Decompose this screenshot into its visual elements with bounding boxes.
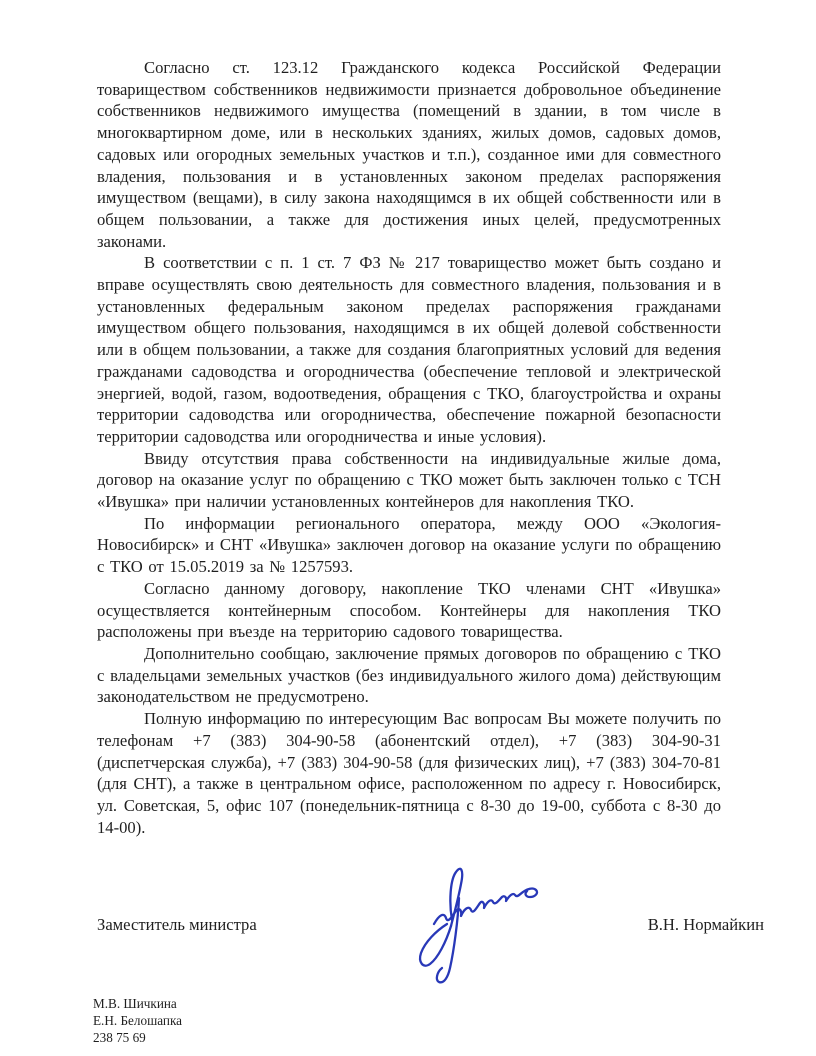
paragraph-fz217: В соответствии с п. 1 ст. 7 ФЗ № 217 товарищество может быть создано и вправе осуществлять свою деятельность для совместного владения, пользования и в установленных федеральным законом пределах распоряжения гражданами имуществом общего пользования, находящимся в их общей долевой собственности или в общем пользовании, а также для создания благоприятных условий для ведения гражданами садоводства и огородничества (обеспечение тепловой и электрической энергией, водой, газом, водоотведения, обращения с ТКО, благоустройства и охраны территории садоводства или огородничества, обеспечение пожарной безопасности территории садоводства или огородничества и иные условия). (97, 253, 721, 446)
executors-footer (93, 996, 182, 1046)
paragraph-operator-info: По информации регионального оператора, между ООО «Экология-Новосибирск» и СНТ «Ивушка» заключен договор на оказание услуги по обращению с ТКО от 15.05.2019 за № 1257593. (97, 513, 721, 577)
paragraph-tsn-contract: Ввиду отсутствия права собственности на индивидуальные жилые дома, договор на оказание услуг по обращению с ТКО может быть заключен только с ТСН «Ивушка» при наличии установленных контейнеров для накопления ТКО. (97, 448, 721, 512)
signatory-name: В.Н. Нормайкин (647, 915, 764, 934)
paragraph-legal-basis-gk: Согласно ст. 123.12 Гражданского кодекса Российской Федерации товариществом собственников недвижимости признается добровольное объединение собственников недвижимого имущества (помещений в здании, в том числе в многоквартирном доме, или в нескольких зданиях, жилых домов, садовых домов, садовых или огородных земельных участков и т.п.), созданное ими для совместного владения, пользования и в установленных законом пределах распоряжения имуществом (вещами), в силу закона находящимся в их общей собственности или в общем пользовании, а также для достижения иных целей, предусмотренных законами. (97, 58, 721, 251)
executor-phone: 238 75 69 (93, 1029, 146, 1045)
letter-body (97, 57, 721, 838)
paragraph-contact-info: Полную информацию по интересующим Вас вопросам Вы можете получить по телефонам +7 (383) 304-90-58 (абонентский отдел), +7 (383) 304-90-31 (диспетчерская служба), +7 (383) 304-90-58 (для физических лиц), +7 (383) 304-70-81 (для СНТ), а также в центральном офисе, расположенном по адресу г. Новосибирск, ул. Советская, 5, офис 107 (понедельник-пятница с 8-30 до 19-00, суббота с 8-30 до 14-00). (97, 709, 721, 837)
executor-name-2: Е.Н. Белошапка (93, 1012, 183, 1028)
executor-name-1: М.В. Шичкина (93, 996, 177, 1011)
paragraph-direct-contracts: Дополнительно сообщаю, заключение прямых договоров по обращению с ТКО с владельцами земельных участков (без индивидуального жилого дома) действующим законодательством не предусмотрено. (97, 643, 721, 707)
signatory-position: Заместитель министра (97, 915, 257, 934)
paragraph-container-method: Согласно данному договору, накопление ТКО членами СНТ «Ивушка» осуществляется контейнерным способом. Контейнеры для накопления ТКО расположены при въезде на территорию садового товарищества. (97, 578, 721, 642)
signature-block (97, 915, 764, 935)
